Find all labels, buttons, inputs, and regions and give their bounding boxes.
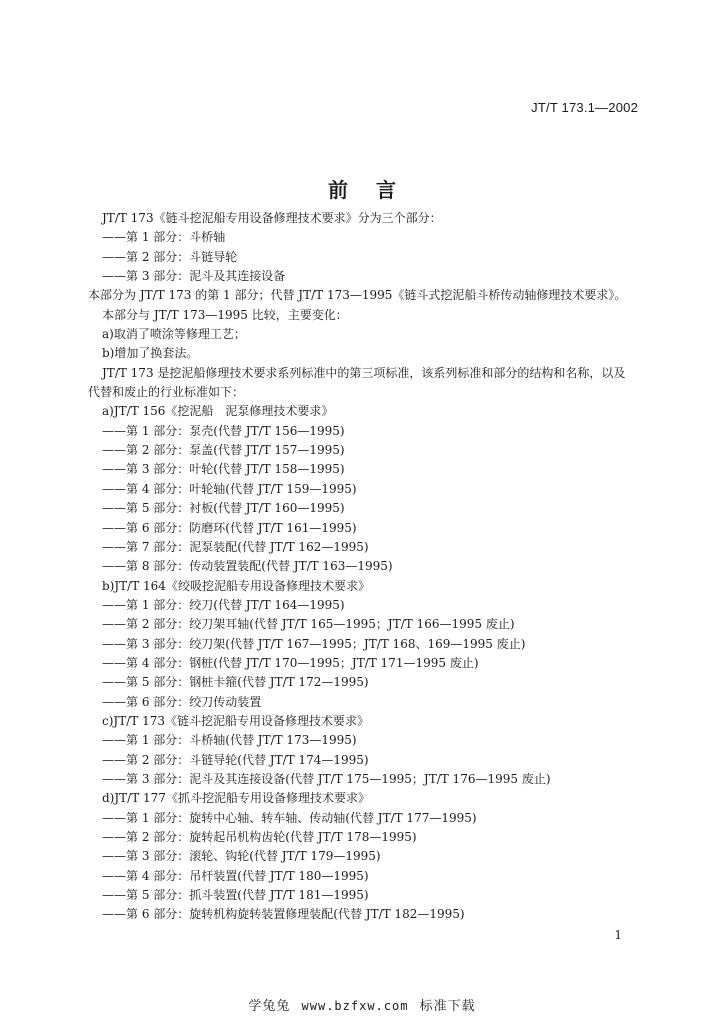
body-line: c)JT/T 173《链斗挖泥船专用设备修理技术要求》 xyxy=(102,713,369,728)
body-line: ——第 5 部分：衬板(代替 JT/T 160—1995) xyxy=(102,501,345,516)
body-line: a)JT/T 156《挖泥船 泥泵修理技术要求》 xyxy=(102,404,334,419)
body-line: ——第 1 部分：泵壳(代替 JT/T 156—1995) xyxy=(102,423,345,438)
body-line: ——第 2 部分：绞刀架耳轴(代替 JT/T 165—1995；JT/T 166—1995 废止) xyxy=(102,617,515,632)
footer-url[interactable]: www.bzfxw.com xyxy=(301,999,409,1013)
body-line: 代替和废止的行业标准如下： xyxy=(88,385,245,400)
body-line: ——第 3 部分：叶轮(代替 JT/T 158—1995) xyxy=(102,462,345,477)
body-line: ——第 6 部分：旋转机构旋转装置修理装配(代替 JT/T 182—1995) xyxy=(102,907,465,922)
body-line: ——第 2 部分：泵盖(代替 JT/T 157—1995) xyxy=(102,443,345,458)
body-line: ——第 3 部分：滚轮、钩轮(代替 JT/T 179—1995) xyxy=(102,849,381,864)
footer-watermark xyxy=(0,995,724,1014)
body-line: ——第 1 部分：斗桥轴 xyxy=(102,230,226,245)
body-line: ——第 8 部分：传动装置装配(代替 JT/T 163—1995) xyxy=(102,559,393,574)
page-number: 1 xyxy=(614,928,622,942)
body-line: ——第 5 部分：抓斗装置(代替 JT/T 181—1995) xyxy=(102,888,369,903)
body-line: 本部分与 JT/T 173—1995 比较，主要变化： xyxy=(102,307,348,322)
body-line: JT/T 173《链斗挖泥船专用设备修理技术要求》分为三个部分： xyxy=(102,211,442,225)
body-line: ——第 4 部分：钢桩(代替 JT/T 170—1995；JT/T 171—1995 废止) xyxy=(102,655,479,670)
body-line: ——第 4 部分：吊杆装置(代替 JT/T 180—1995) xyxy=(102,868,369,883)
body-line: ——第 3 部分：泥斗及其连接设备 xyxy=(102,269,286,284)
body-line: b)增加了换套法。 xyxy=(102,346,199,361)
body-line: ——第 3 部分：泥斗及其连接设备(代替 JT/T 175—1995；JT/T 176—1995 废止) xyxy=(102,771,551,786)
body-line: ——第 1 部分：绞刀(代替 JT/T 164—1995) xyxy=(102,597,345,612)
page-title: 前言 xyxy=(328,178,424,202)
footer-site-name: 学兔兔 xyxy=(248,999,291,1014)
footer-tagline: 标准下载 xyxy=(419,999,476,1014)
body-line: ——第 2 部分：斗链导轮 xyxy=(102,249,238,264)
body-line: 本部分为 JT/T 173 的第 1 部分；代替 JT/T 173—1995《链斗式挖泥船斗桥传动轴修理技术要求》。 xyxy=(88,288,627,303)
body-line: ——第 6 部分：防磨环(代替 JT/T 161—1995) xyxy=(102,520,357,535)
body-line: ——第 6 部分：绞刀传动装置 xyxy=(102,694,262,709)
body-line: d)JT/T 177《抓斗挖泥船专用设备修理技术要求》 xyxy=(102,791,370,806)
body-line: ——第 7 部分：泥泵装配(代替 JT/T 162—1995) xyxy=(102,539,369,554)
body-text xyxy=(88,209,648,925)
body-line: ——第 1 部分：旋转中心轴、转车轴、传动轴(代替 JT/T 177—1995) xyxy=(102,810,477,825)
body-line: JT/T 173 是挖泥船修理技术要求系列标准中的第三项标准，该系列标准和部分的结构和名称，以及 xyxy=(102,365,626,380)
document-code: JT/T 173.1—2002 xyxy=(531,100,638,115)
body-line: ——第 3 部分：绞刀架(代替 JT/T 167—1995；JT/T 168、169—1995 废止) xyxy=(102,636,526,651)
body-line: ——第 4 部分：叶轮轴(代替 JT/T 159—1995) xyxy=(102,481,357,496)
body-line: a)取消了喷涂等修理工艺； xyxy=(102,327,246,342)
body-line: b)JT/T 164《绞吸挖泥船专用设备修理技术要求》 xyxy=(102,578,370,593)
body-line: ——第 1 部分：斗桥轴(代替 JT/T 173—1995) xyxy=(102,733,357,748)
body-line: ——第 2 部分：旋转起吊机构齿轮(代替 JT/T 178—1995) xyxy=(102,830,417,844)
body-line: ——第 5 部分：钢桩卡箍(代替 JT/T 172—1995) xyxy=(102,675,369,690)
body-line: ——第 2 部分：斗链导轮(代替 JT/T 174—1995) xyxy=(102,752,369,767)
